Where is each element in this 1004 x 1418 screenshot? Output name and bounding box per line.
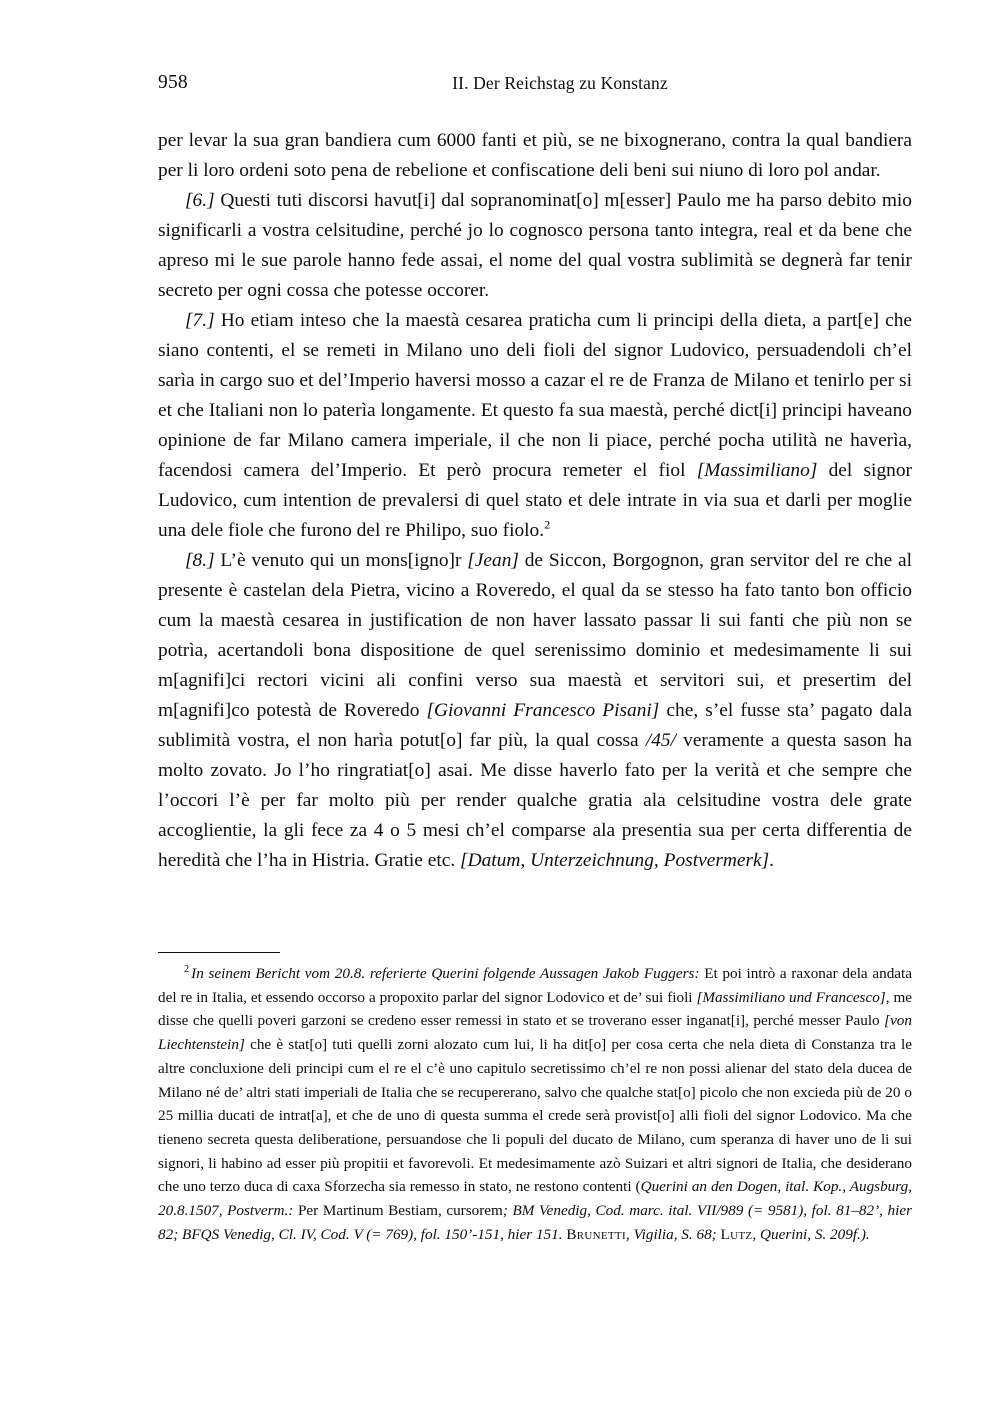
para-7	[158, 306, 912, 546]
footnote-separator-rule	[158, 952, 280, 953]
body-text	[158, 126, 912, 876]
text-run: Per Martinum Bestiam, cursorem	[293, 1202, 503, 1220]
text-run: per levar la sua gran bandiera cum 6000 fanti et più, se ne bixognerano, contra la qual bandiera per li loro ordeni soto pena de rebelione et confiscatione deli beni sui niuno di loro pol andar.	[158, 130, 912, 181]
italic-run: Querini an den Dogen, ital. Kop., Augsburg, 20.8.1507, Postverm.:	[158, 1178, 912, 1220]
text-run: veramente a questa sason ha molto zovato. Jo l’ho ringratiat[o] asai. Me disse haverlo fato per la verità et che sempre che l’occori l’è per far molto più per render qualche gratia ala celsitudine vostra dele grate accoglientie, la gli fece za 4 o 5 mesi ch’el comparse ala presentia sua per certa differentia de heredità che l’ha in Histria. Gratie etc.	[158, 730, 912, 871]
small-caps-name: Brunetti	[566, 1225, 626, 1243]
small-caps-name: Lutz	[720, 1225, 753, 1243]
italic-run: /45/	[645, 730, 676, 751]
text-run: Ho etiam inteso che la maestà cesarea praticha cum li principi della dieta, a part[e] che siano contenti, el se remeti in Milano uno deli fioli del signor Ludovico, persuadendoli ch’el sarìa in cargo suo et del’Imperio haversi mosso a cazar el re de Franza de Milano et tenirlo per si et che Italiani non lo paterìa longamente. Et questo fa sua maestà, perché dict[i] principi haveano opinione de far Milano camera imperiale, il che non li piace, perché pocha utilità ne haverìa, facendosi camera del’Imperio. Et però procura remeter el fiol	[158, 310, 912, 481]
para-6	[158, 186, 912, 306]
text-run: Et poi intrò a raxonar dela andata del re in Italia, et essendo occorso a propoxito parlar del signor Lodovico et de’ sui fioli	[158, 965, 912, 1006]
footnote-area	[158, 952, 912, 1246]
text-run: L’è venuto qui un mons[igno]r	[214, 550, 468, 571]
running-head	[158, 72, 912, 106]
italic-run: [8.]	[185, 550, 215, 571]
text-run: .	[769, 850, 775, 871]
text-run: che è stat[o] tuti quelli zorni alozato cum lui, li ha dit[o] per cosa certa che nela dieta di Constanza tra le altre concluxione deli principi cum el re el c’è uno capitulo secretissimo ch’el re non possi alienar del stato dela ducea de Milano né de’ altri stati imperiali de Italia che se recupererano, salvo che qualche stat[o] picolo che non excieda più de 20 o 25 millia ducati de intrat[a], et che de uno di questa summa el crede serà provist[o] alli fioli del signor Lodovico. Ma che tieneno secreta questa deliberatione, persuandose che li populi del ducato de Milano, cum speranza di haver uno de li sui signori, li habino ad esser più propitii et favorevoli. Et medesimamente azò Suizari et altri signori de Italia, che desiderano che uno terzo duca di caxa Sforzecha sia remesso in stato, ne restono contenti (	[158, 1036, 912, 1196]
italic-run: [Jean]	[467, 550, 519, 571]
italic-run: [7.]	[185, 310, 215, 331]
italic-run: ; BM Venedig, Cod. marc. ital. VII/989 (= 9581), fol. 81–82’, hier 82; BFQS Venedig, Cl. IV, Cod. V (= 769), fol. 150’-151, hier 151.	[158, 1202, 913, 1243]
italic-run: [6.]	[185, 190, 215, 211]
italic-run: [Massimiliano und Francesco]	[696, 988, 886, 1006]
footnote-list	[158, 962, 912, 1246]
para-continuation	[158, 126, 912, 186]
italic-run: In seinem Bericht vom 20.8. referierte Querini folgende Aussagen Jakob Fuggers:	[191, 965, 700, 982]
para-8	[158, 546, 912, 876]
italic-run: [Massimiliano]	[696, 460, 818, 481]
italic-run: [von Liechtenstein]	[158, 1012, 912, 1054]
italic-run: , Querini, S. 209f.).	[752, 1225, 870, 1243]
text-run: del signor Ludovico, cum intention de prevalersi di quel stato et dele intrate in via sua et darli per moglie una dele fiole che furono del re Philipo, suo fiolo.	[158, 460, 912, 541]
running-head-title: II. Der Reichstag zu Konstanz	[452, 73, 668, 93]
text-run: che, s’el fusse sta’ pagato dala sublimità vostra, el non harìa potut[o] far più, la qual cossa	[158, 700, 913, 751]
footnote-reference[interactable]: 2	[544, 517, 551, 532]
italic-run: [Datum, Unterzeichnung, Postvermerk]	[460, 850, 770, 871]
text-run: , me disse che quelli poveri garzoni se credeno esser remessi in stato et se troverano esser inganat[i], perché messer Paulo	[158, 988, 912, 1030]
italic-run: [Giovanni Francesco Pisani]	[426, 700, 660, 721]
footnote-2	[158, 962, 912, 1246]
page-number: 958	[158, 72, 188, 93]
page-content-column	[158, 0, 912, 876]
footnote-marker[interactable]: 2	[184, 963, 190, 975]
italic-run: , Vigilia, S. 68;	[625, 1225, 721, 1243]
text-run: Questi tuti discorsi havut[i] dal sopranominat[o] m[esser] Paulo me ha parso debito mio significarli a vostra celsitudine, perché jo lo cognosco persona tanto integra, real et da bene che apreso mi le sue parole hanno fede assai, el nome del qual vostra sublimità se degnerà far tenir secreto per ogni cossa che potesse occorer.	[158, 190, 912, 301]
text-run: de Siccon, Borgognon, gran servitor del re che al presente è castelan dela Pietra, vicino a Roveredo, el qual da se stesso ha fato tanto bon officio cum la maestà cesarea in justification de non haver lassato passar li sui fanti che più non se potrìa, acertandoli bona dispositione de quel serenissimo dominio et medesimamente li sui m[agnifi]ci rectori vicini ali confini verso sua maestà et servitori sui, et presertim del m[agnifi]co potestà de Roveredo	[158, 550, 912, 721]
